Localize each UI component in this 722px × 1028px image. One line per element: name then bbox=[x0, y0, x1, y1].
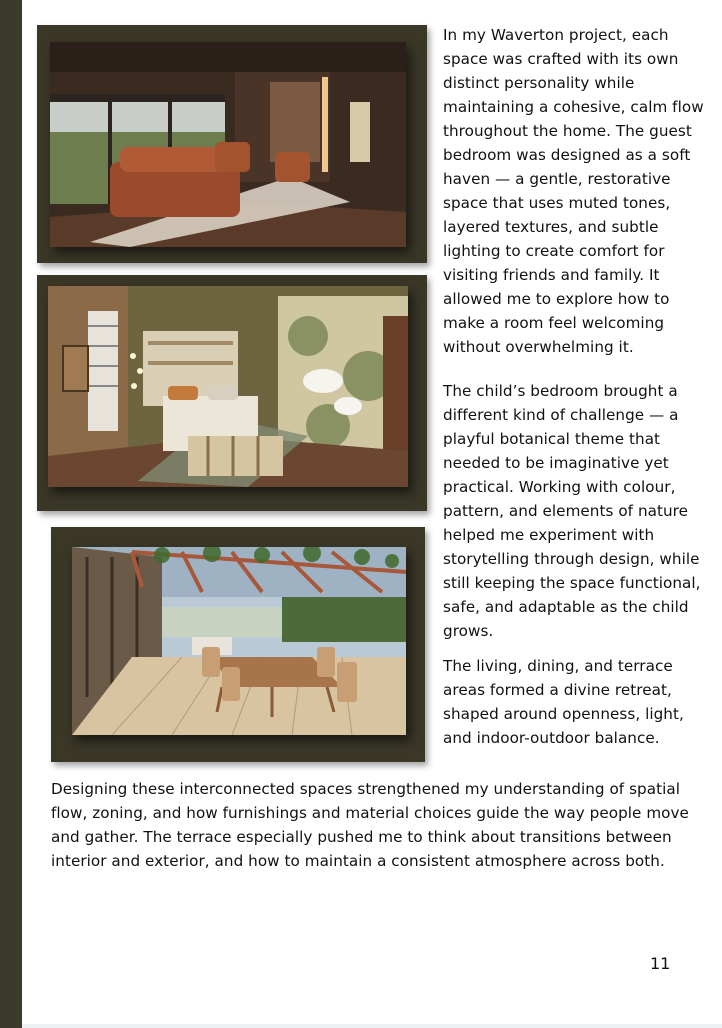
guest-bedroom-text: In my Waverton project, each space was crafted with its own distinct personality while maintaining a cohesive, calm flow throughout the home. The guest bedroom was designed as a soft haven — a gentle, restorative space that uses muted tones, layered textures, and subtle lighting to create comfort for visiting friends and family. It allowed me to explore how to make a room feel welcoming without overwhelming it. bbox=[443, 26, 704, 356]
page-number: 11 bbox=[650, 954, 671, 973]
page-sidebar-stripe bbox=[0, 0, 22, 1028]
child-bedroom-text: The child’s bedroom brought a different kind of challenge — a playful botanical theme that needed to be imaginative yet practical. Working with colour, pattern, and elements of nature helped me experiment with storytelling through design, while still keeping the space functional, safe, and adaptable as the child grows. bbox=[443, 382, 701, 640]
living-terrace-text: The living, dining, and terrace areas formed a divine retreat, shaped around openness, light, and indoor-outdoor balance. bbox=[443, 657, 684, 747]
living-terrace-paragraph bbox=[443, 654, 715, 750]
terrace-photo-frame bbox=[51, 527, 425, 762]
child-bedroom-render bbox=[48, 286, 408, 487]
living-room-photo-frame bbox=[37, 25, 427, 263]
page-bottom-edge bbox=[22, 1024, 722, 1028]
child-bedroom-paragraph bbox=[443, 379, 709, 643]
conclusion-paragraph bbox=[51, 777, 711, 873]
conclusion-text: Designing these interconnected spaces strengthened my understanding of spatial flow, zoning, and how furnishings and material choices guide the way people move and gather. The terrace especially pushed me to think about transitions between interior and exterior, and how to maintain a consistent atmosphere across both. bbox=[51, 780, 689, 870]
child-bedroom-photo-frame bbox=[37, 275, 427, 511]
terrace-render bbox=[72, 547, 406, 735]
guest-bedroom-paragraph bbox=[443, 23, 709, 359]
living-room-render bbox=[50, 42, 406, 247]
